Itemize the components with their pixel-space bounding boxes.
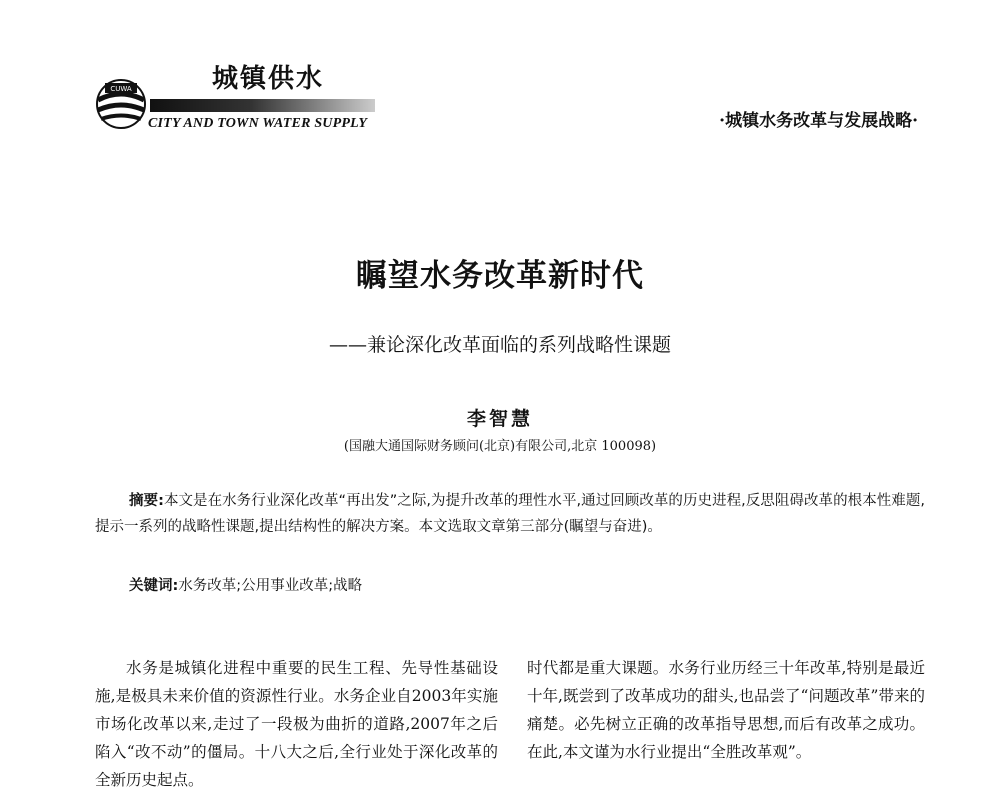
journal-name-cn: 城镇供水 xyxy=(212,64,325,94)
body-column-right: 时代都是重大课题。水务行业历经三十年改革,特别是最近十年,既尝到了改革成功的甜头,也品尝了“问题改革”带来的痛楚。必先树立正确的改革指导思想,而后有改革之成功。在此,本文谨为水行业提出“全胜改革观”。 xyxy=(527,659,925,761)
journal-logo-icon xyxy=(95,78,147,130)
article-author: 李智慧 xyxy=(466,408,533,430)
svg-text:CUWA: CUWA xyxy=(110,85,132,93)
journal-name-en: CITY AND TOWN WATER SUPPLY xyxy=(148,116,368,131)
abstract xyxy=(95,488,925,540)
keywords xyxy=(129,574,362,595)
keywords-label: 关键词: xyxy=(129,578,179,594)
article-subtitle: ——兼论深化改革面临的系列战略性课题 xyxy=(328,334,671,356)
body-column-left: 水务是城镇化进程中重要的民生工程、先导性基础设施,是极具未来价值的资源性行业。水务企业自2003年实施市场化改革以来,走过了一段极为曲折的道路,2007年之后陷入“改不动”的僵局。十八大之后,全行业处于深化改革的全新历史起点。 xyxy=(95,659,498,789)
abstract-label: 摘要: xyxy=(129,493,164,509)
keywords-text: 水务改革;公用事业改革;战略 xyxy=(178,578,363,594)
author-affiliation: (国融大通国际财务顾问(北京)有限公司,北京 100098) xyxy=(343,439,657,454)
logo-gradient-bar xyxy=(150,99,375,112)
article-title: 瞩望水务改革新时代 xyxy=(356,258,644,294)
column-heading: ·城镇水务改革与发展战略· xyxy=(719,111,918,131)
abstract-text: 本文是在水务行业深化改革“再出发”之际,为提升改革的理性水平,通过回顾改革的历史进程,反思阻碍改革的根本性难题,提示一系列的战略性课题,提出结构性的解决方案。本文选取文章第三部分(瞩望与奋进)。 xyxy=(95,493,925,535)
